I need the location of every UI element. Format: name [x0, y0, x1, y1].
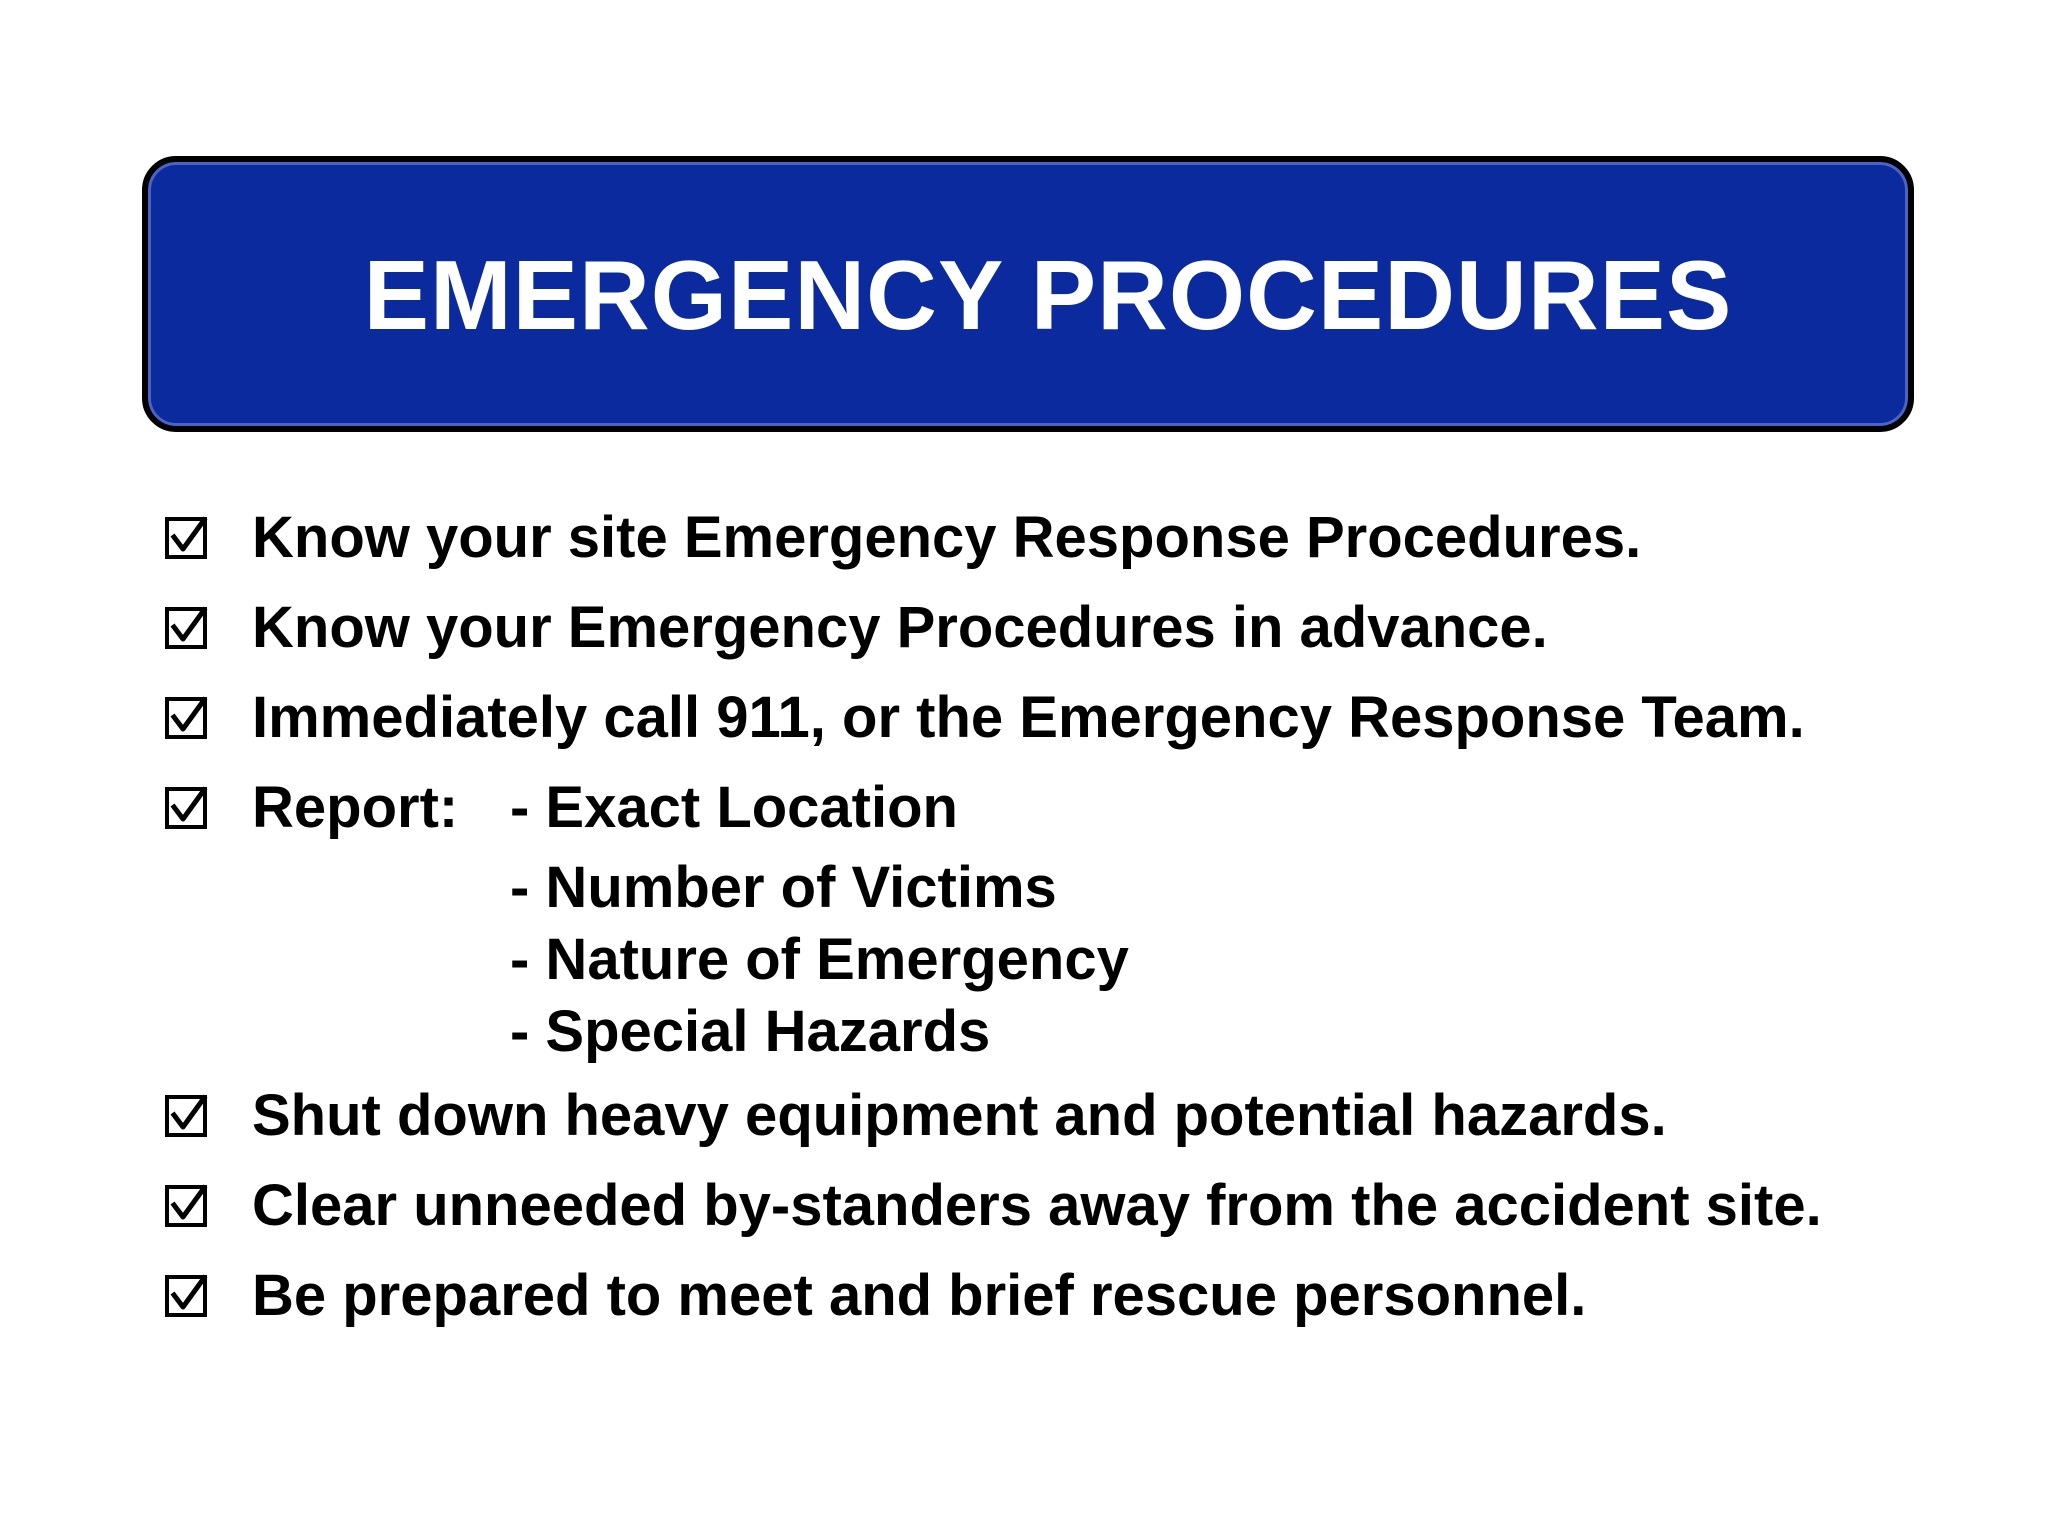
report-detail: - Nature of Emergency [510, 927, 1129, 992]
list-item-text: Shut down heavy equipment and potential hazards. [252, 1083, 1667, 1148]
list-item [0, 505, 2048, 592]
report-detail: - Exact Location [510, 775, 958, 840]
checked-box-icon [164, 786, 208, 830]
list-item-text: Know your Emergency Procedures in advance. [252, 595, 1548, 660]
checked-box-icon [164, 516, 208, 560]
title-banner [142, 156, 1914, 432]
page-title: EMERGENCY PROCEDURES [363, 240, 1733, 350]
list-item-text: Be prepared to meet and brief rescue personnel. [252, 1263, 1587, 1328]
report-detail: - Special Hazards [510, 999, 991, 1064]
checked-box-icon [164, 1274, 208, 1318]
list-item [0, 1263, 2048, 1350]
list-item [0, 1173, 2048, 1260]
list-item [0, 595, 2048, 682]
list-item-text: Know your site Emergency Response Procedures. [252, 505, 1642, 570]
list-item-text: Immediately call 911, or the Emergency Response Team. [252, 685, 1805, 750]
list-item-text: Clear unneeded by-standers away from the accident site. [252, 1173, 1822, 1238]
checked-box-icon [164, 1094, 208, 1138]
list-item [0, 685, 2048, 772]
report-item [0, 775, 2048, 1064]
checked-box-icon [164, 606, 208, 650]
list-item [0, 1083, 2048, 1170]
report-label: Report: [252, 775, 459, 840]
report-detail: - Number of Victims [510, 855, 1057, 920]
checked-box-icon [164, 696, 208, 740]
checked-box-icon [164, 1184, 208, 1228]
